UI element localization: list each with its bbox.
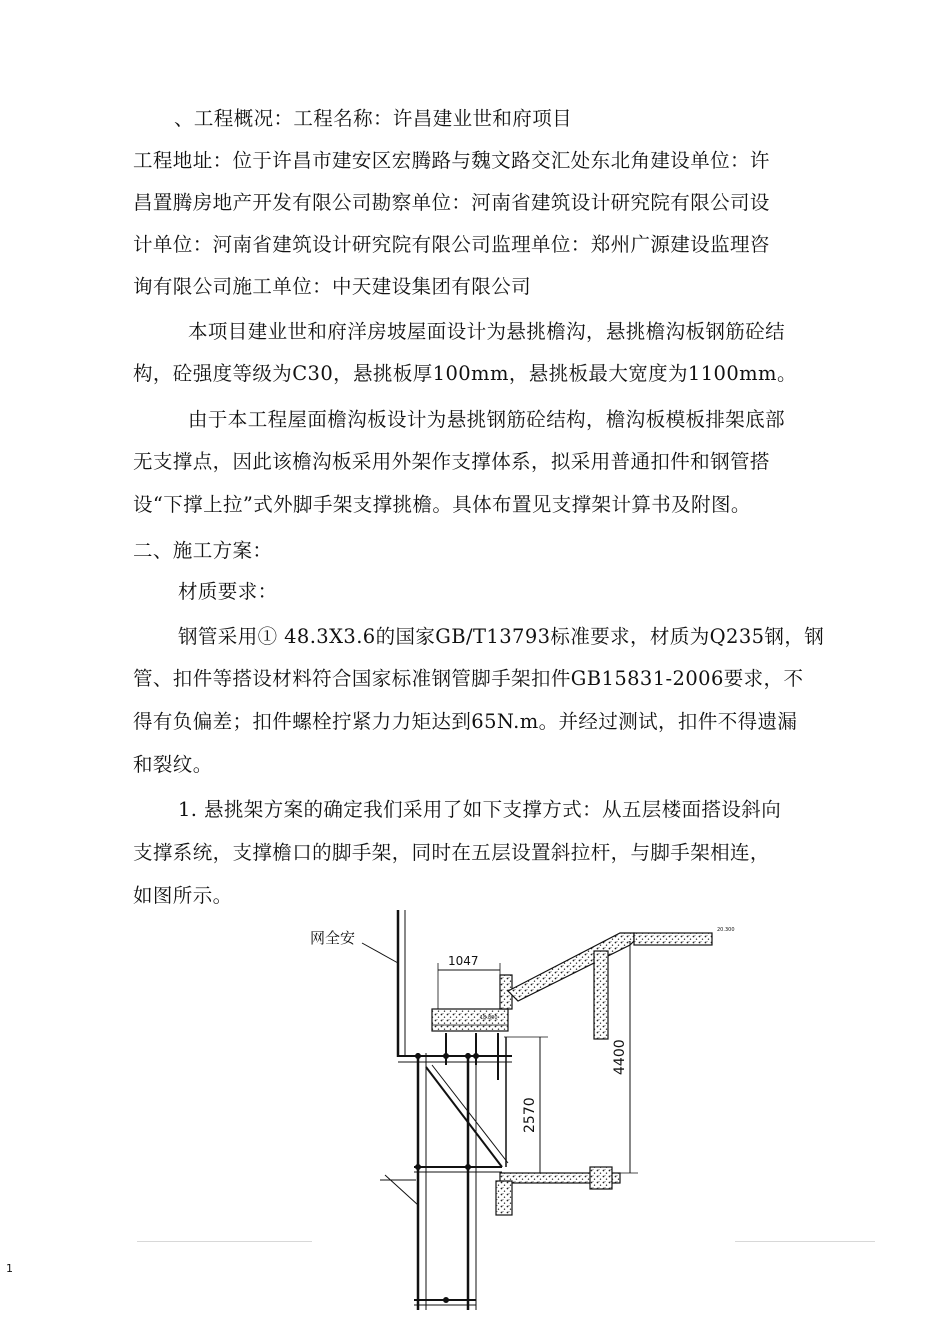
top-elevation: 20.300: [717, 927, 735, 933]
text-line: 、工程概况：工程名称：许昌建业世和府项目: [174, 107, 573, 130]
text-line: 无支撑点，因此该檐沟板采用外架作支撑体系，拟采用普通扣件和钢管搭: [133, 450, 770, 473]
floor-slab: [496, 1167, 620, 1215]
text-line: 钢管采用① 48.3X3.6的国家GB/T13793标准要求，材质为Q235钢，钢: [178, 625, 825, 648]
text-line: 得有负偏差；扣件螺栓拧紧力力矩达到65N.m。并经过测试，扣件不得遗漏: [133, 710, 798, 733]
dimension-height-total: [610, 941, 638, 1173]
text-line: 设“下撑上拉”式外脚手架支撑挑檐。具体布置见支撑架计算书及附图。: [133, 493, 751, 516]
text-line: 1. 悬挑架方案的确定我们采用了如下支撑方式：从五层楼面搭设斜向: [178, 798, 782, 821]
dimension-height-lower: [504, 1037, 548, 1173]
text-line: 材质要求：: [178, 580, 278, 603]
net-label: 网全安: [310, 929, 356, 947]
dim-4400: 4400: [612, 1039, 628, 1075]
text-line: 管、扣件等搭设材料符合国家标准钢管脚手架扣件GB15831-2006要求，不: [133, 667, 804, 690]
text-line: 支撑系统，支撑檐口的脚手架，同时在五层设置斜拉杆，与脚手架相连，: [133, 841, 770, 864]
footer-rule-left: [137, 1241, 312, 1242]
text-line: 由于本工程屋面檐沟板设计为悬挑钢筋砼结构，檐沟板模板排架底部: [188, 408, 786, 431]
scaffold-support-diagram: [290, 905, 735, 1325]
gutter-slab: [432, 927, 735, 1039]
dim-1047: 1047: [448, 954, 479, 968]
text-line: 计单位：河南省建筑设计研究院有限公司监理单位：郑州广源建设监理咨: [133, 233, 770, 256]
text-line: 昌置腾房地产开发有限公司勘察单位：河南省建筑设计研究院有限公司设: [133, 191, 770, 214]
text-line: 本项目建业世和府洋房坡屋面设计为悬挑檐沟，悬挑檐沟板钢筋砼结: [188, 320, 786, 343]
footer-rule-right: [735, 1241, 875, 1242]
section-heading: 二、施工方案：: [133, 539, 273, 562]
text-line: 工程地址：位于许昌市建安区宏腾路与魏文路交汇处东北角建设单位：许: [133, 149, 770, 172]
dim-2570: 2570: [522, 1097, 538, 1133]
page-number: 1: [6, 1262, 13, 1275]
scaffold-frame: [380, 1033, 512, 1310]
dimension-width: [438, 954, 500, 1009]
slab-elevation: 18.800: [480, 1015, 498, 1021]
text-line: 和裂纹。: [133, 753, 213, 776]
safety-net: [310, 910, 405, 1057]
text-line: 询有限公司施工单位：中天建设集团有限公司: [133, 275, 532, 298]
text-line: 构，砼强度等级为C30，悬挑板厚100mm，悬挑板最大宽度为1100mm。: [133, 362, 797, 385]
text-line: 如图所示。: [133, 884, 233, 907]
